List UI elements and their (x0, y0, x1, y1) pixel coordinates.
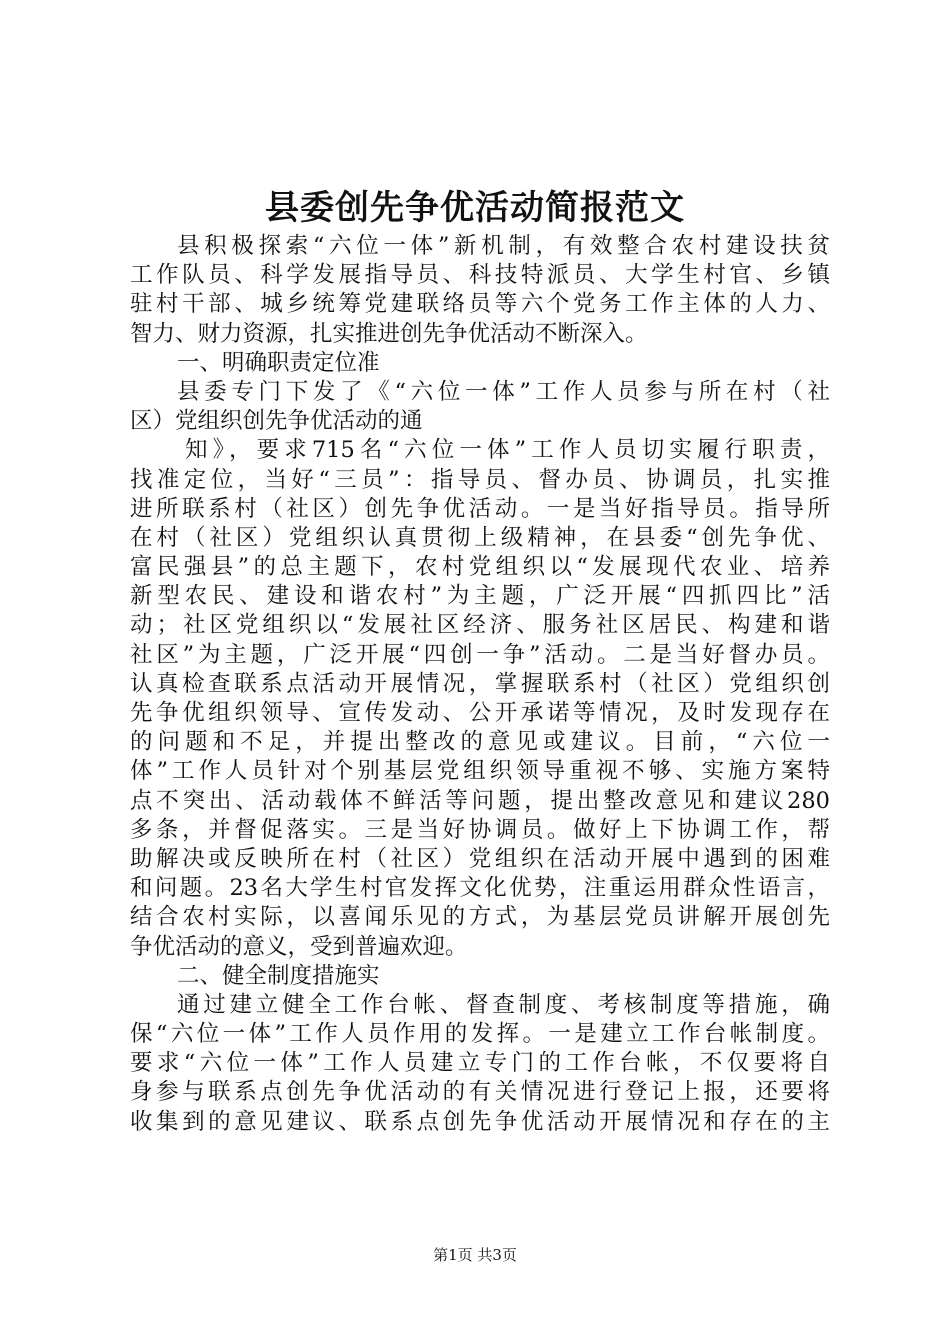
paragraph-line: 多条，并督促落实。三是当好协调员。做好上下协调工作，帮 (130, 816, 830, 843)
paragraph-line: 体”工作人员针对个别基层党组织领导重视不够、实施方案特 (130, 758, 830, 785)
paragraph-line: 要求“六位一体”工作人员建立专门的工作台帐，不仅要将自 (130, 1050, 830, 1077)
paragraph-line: 结合农村实际，以喜闻乐见的方式，为基层党员讲解开展创先 (130, 904, 830, 931)
paragraph-line: 找准定位，当好“三员”：指导员、督办员、协调员，扎实推 (130, 466, 830, 493)
paragraph-line: 争优活动的意义，受到普遍欢迎。 (130, 933, 468, 960)
paragraph-line: 区）党组织创先争优活动的通 (130, 408, 423, 435)
paragraph-line: 社区”为主题，广泛开展“四创一争”活动。二是当好督办员。 (130, 641, 830, 668)
paragraph-line: 的问题和不足，并提出整改的意见或建议。目前，“六位一 (130, 729, 830, 756)
section-heading: 一、明确职责定位准 (177, 349, 380, 376)
paragraph-line: 助解决或反映所在村（社区）党组织在活动开展中遇到的困难 (130, 845, 830, 872)
paragraph-line: 认真检查联系点活动开展情况，掌握联系村（社区）党组织创 (130, 670, 830, 697)
paragraph-line: 保“六位一体”工作人员作用的发挥。一是建立工作台帐制度。 (130, 1021, 830, 1048)
paragraph-line: 知》，要求715名“六位一体”工作人员切实履行职责， (185, 437, 830, 464)
section-heading: 二、健全制度措施实 (177, 962, 380, 989)
document-title: 县委创先争优活动简报范文 (265, 188, 685, 228)
paragraph-line: 先争优组织领导、宣传发动、公开承诺等情况，及时发现存在 (130, 700, 830, 726)
paragraph-line: 智力、财力资源，扎实推进创先争优活动不断深入。 (130, 320, 648, 347)
paragraph-line: 收集到的意见建议、联系点创先争优活动开展情况和存在的主 (130, 1108, 830, 1135)
paragraph-line: 和问题。23名大学生村官发挥文化优势，注重运用群众性语言， (130, 875, 830, 902)
paragraph-line: 点不突出、活动载体不鲜活等问题，提出整改意见和建议280 (130, 787, 830, 814)
page-number: 第1页 共3页 (433, 1246, 517, 1264)
paragraph-line: 富民强县”的总主题下，农村党组织以“发展现代农业、培养 (130, 554, 830, 581)
paragraph-line: 工作队员、科学发展指导员、科技特派员、大学生村官、乡镇 (130, 262, 830, 289)
paragraph-line: 身参与联系点创先争优活动的有关情况进行登记上报，还要将 (130, 1079, 830, 1106)
paragraph-line: 通过建立健全工作台帐、督查制度、考核制度等措施，确 (177, 991, 830, 1018)
paragraph-line: 县积极探索“六位一体”新机制，有效整合农村建设扶贫 (177, 233, 830, 259)
paragraph-line: 动；社区党组织以“发展社区经济、服务社区居民、构建和谐 (130, 612, 830, 639)
paragraph-line: 县委专门下发了《“六位一体”工作人员参与所在村（社 (177, 378, 830, 405)
paragraph-line: 新型农民、建设和谐农村”为主题，广泛开展“四抓四比”活 (130, 583, 830, 610)
paragraph-line: 在村（社区）党组织认真贯彻上级精神，在县委“创先争优、 (130, 524, 830, 551)
paragraph-line: 驻村干部、城乡统筹党建联络员等六个党务工作主体的人力、 (130, 291, 830, 318)
paragraph-line: 进所联系村（社区）创先争优活动。一是当好指导员。指导所 (130, 495, 830, 522)
document-body (130, 232, 830, 1137)
